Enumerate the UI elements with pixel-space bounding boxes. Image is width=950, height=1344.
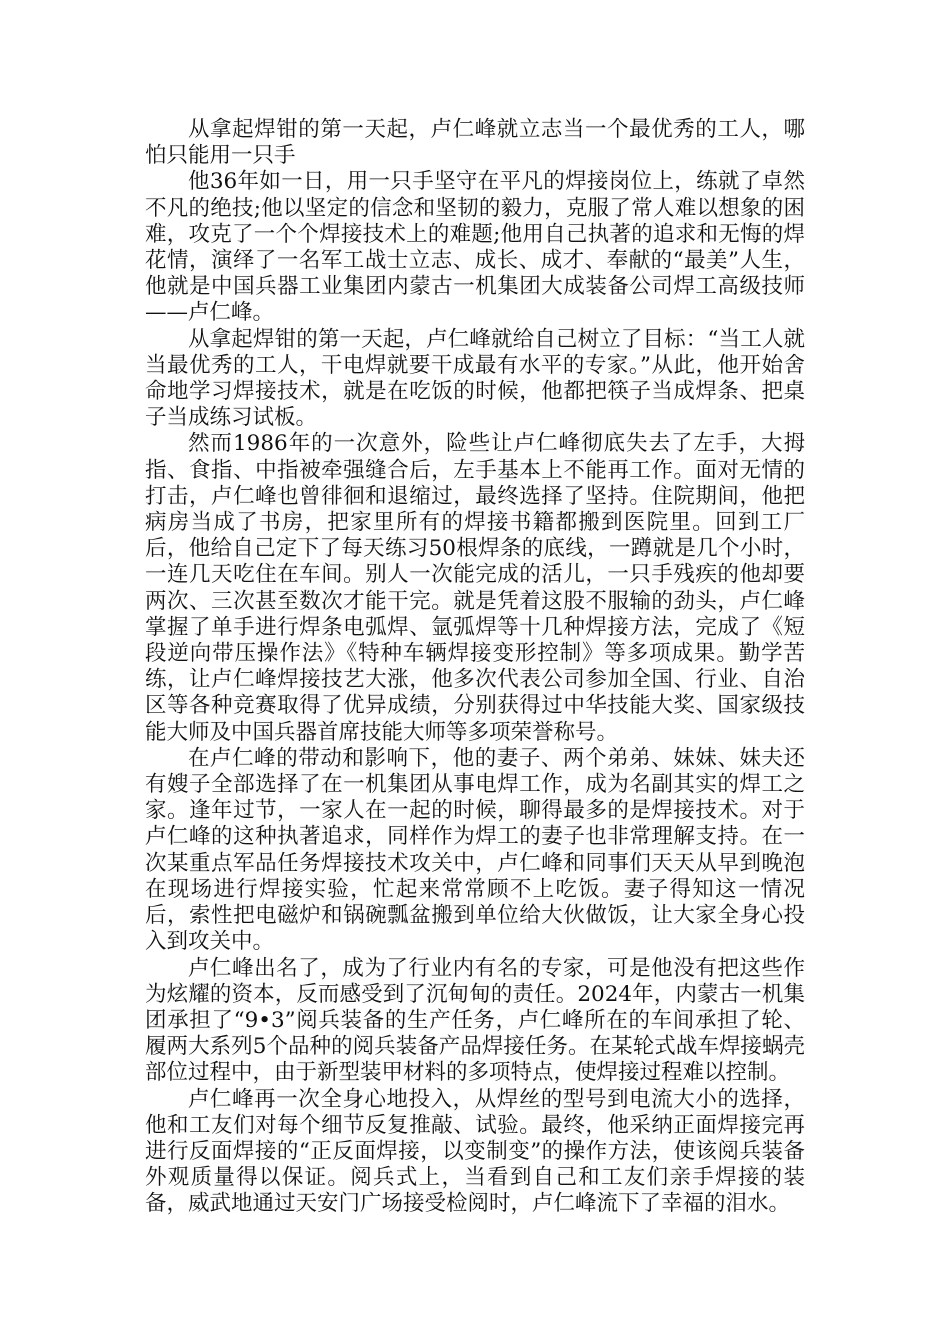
- paragraph-goal: 从拿起焊钳的第一天起，卢仁峰就给自己树立了目标：“当工人就当最优秀的工人，干电焊就要干成最有水平的专家。”从此，他开始舍命地学习焊接技术，就是在吃饭的时候，他都把筷子当成焊条、把桌子当成练习试板。: [145, 326, 805, 431]
- paragraph-parade: 卢仁峰再一次全身心地投入，从焊丝的型号到电流大小的选择，他和工友们对每个细节反复推敲、试验。最终，他采纳正面焊接完再进行反面焊接的“正反面焊接，以变制变”的操作方法，使该阅兵装备外观质量得以保证。阅兵式上，当看到自己和工友们亲手焊接的装备，威武地通过天安门广场接受检阅时，卢仁峰流下了幸福的泪水。: [145, 1086, 805, 1217]
- paragraph-accident: 然而1986年的一次意外，险些让卢仁峰彻底失去了左手，大拇指、食指、中指被牵强缝合后，左手基本上不能再工作。面对无情的打击，卢仁峰也曾徘徊和退缩过，最终选择了坚持。住院期间，他把病房当成了书房，把家里所有的焊接书籍都搬到医院里。回到工厂后，他给自己定下了每天练习50根焊条的底线，一蹲就是几个小时，一连几天吃住在车间。别人一次能完成的活儿，一只手残疾的他却要两次、三次甚至数次才能干完。就是凭着这股不服输的劲头，卢仁峰掌握了单手进行焊条电弧焊、氩弧焊等十几种焊接方法，完成了《短段逆向带压操作法》《特种车辆焊接变形控制》等多项成果。勤学苦练，让卢仁峰焊接技艺大涨，他多次代表公司参加全国、行业、自治区等各种竞赛取得了优异成绩，分别获得过中华技能大奖、国家级技能大师及中国兵器首席技能大师等多项荣誉称号。: [145, 431, 805, 745]
- paragraph-profile: 他36年如一日，用一只手坚守在平凡的焊接岗位上，练就了卓然不凡的绝技;他以坚定的信念和坚韧的毅力，克服了常人难以想象的困难，攻克了一个个焊接技术上的难题;他用自己执著的追求和无悔的焊花情，演绎了一名军工战士立志、成长、成才、奉献的“最美”人生，他就是中国兵器工业集团内蒙古一机集团大成装备公司焊工高级技师——卢仁峰。: [145, 169, 805, 326]
- paragraph-intro: 从拿起焊钳的第一天起，卢仁峰就立志当一个最优秀的工人，哪怕只能用一只手: [145, 117, 805, 169]
- paragraph-family: 在卢仁峰的带动和影响下，他的妻子、两个弟弟、妹妹、妹夫还有嫂子全部选择了在一机集团从事电焊工作，成为名副其实的焊工之家。逢年过节，一家人在一起的时候，聊得最多的是焊接技术。对于卢仁峰的这种执著追求，同样作为焊工的妻子也非常理解支持。在一次某重点军品任务焊接技术攻关中，卢仁峰和同事们天天从早到晚泡在现场进行焊接实验，忙起来常常顾不上吃饭。妻子得知这一情况后，索性把电磁炉和锅碗瓢盆搬到单位给大伙做饭，让大家全身心投入到攻关中。: [145, 745, 805, 955]
- document-page: [145, 117, 805, 1218]
- paragraph-responsibility: 卢仁峰出名了，成为了行业内有名的专家，可是他没有把这些作为炫耀的资本，反而感受到了沉甸甸的责任。2024年，内蒙古一机集团承担了“9•3”阅兵装备的生产任务，卢仁峰所在的车间承担了轮、履两大系列5个品种的阅兵装备产品焊接任务。在某轮式战车焊接蜗壳部位过程中，由于新型装甲材料的多项特点，使焊接过程难以控制。: [145, 955, 805, 1086]
